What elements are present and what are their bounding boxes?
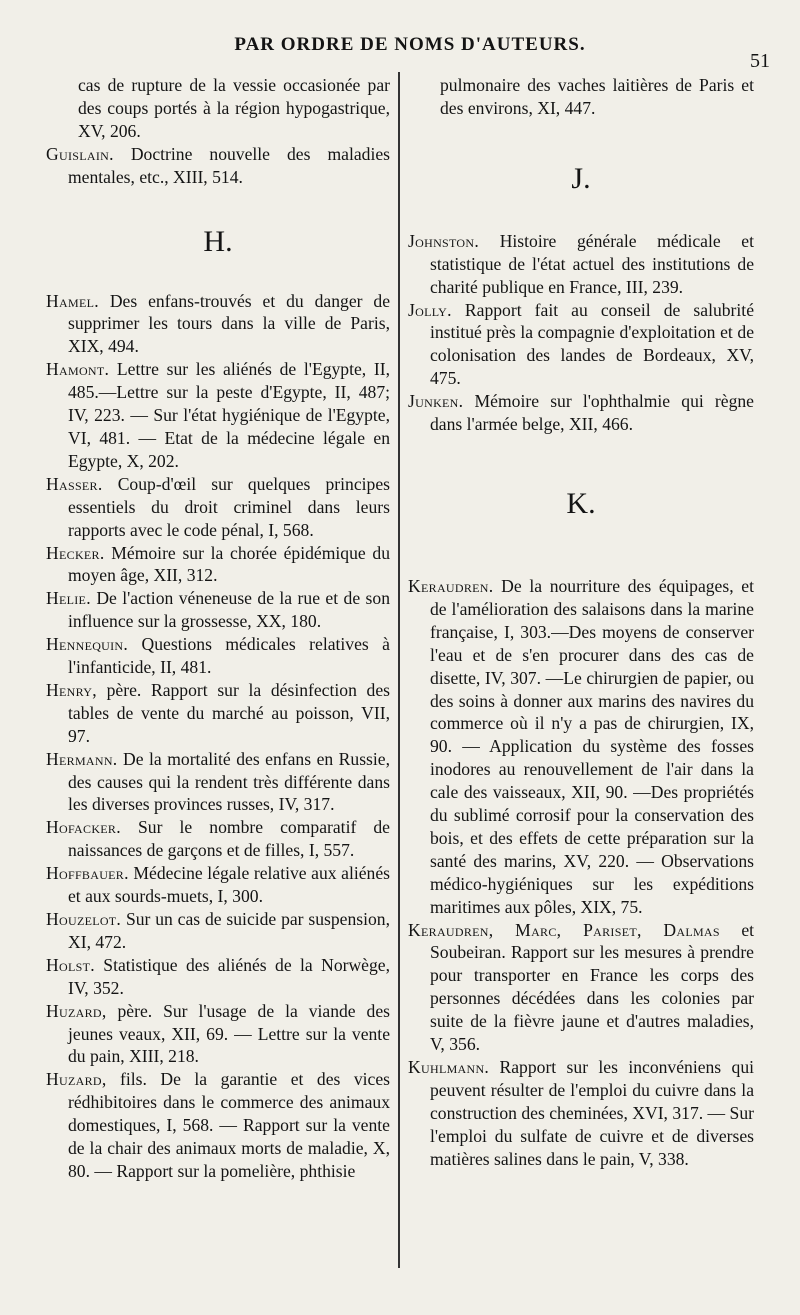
column-divider [398, 72, 400, 1268]
index-entry [46, 679, 390, 748]
entry-text: Doctrine nouvelle des maladies mentales, etc., XIII, 514. [68, 143, 390, 187]
left-column [46, 74, 390, 1183]
author-name: Henry, [46, 679, 97, 700]
author-name: Keraudren. [408, 575, 494, 596]
index-entry [408, 230, 754, 299]
section-letter-j: J. [571, 161, 591, 195]
index-entry [46, 143, 390, 189]
index-entry [46, 1068, 390, 1183]
entry-text: Médecine légale relative aux aliénés et aux sourds-muets, I, 300. [68, 863, 391, 907]
author-name: Hamont. [46, 359, 110, 380]
section-letter-h: H. [203, 224, 233, 258]
index-entry [46, 542, 390, 588]
author-name: Junken. [408, 391, 464, 412]
index-entry [46, 908, 390, 954]
entry-text: De la mortalité des enfans en Russie, des causes qui la rendent très différente dans les diverses provinces russes, IV, 317. [68, 748, 390, 815]
entry-text: Rapport fait au conseil de salubrité institué près la compagnie d'exploitation et de colonisation des landes de Bordeaux, XV, 475. [430, 299, 755, 389]
index-entry [46, 358, 390, 473]
entry-text: Sur un cas de suicide par suspension, XI, 472. [68, 909, 390, 952]
entry-text: Statistique des aliénés de la Norwège, IV, 352. [68, 954, 390, 998]
author-name: Huzard, [46, 1000, 107, 1021]
entry-text: Sur le nombre comparatif de naissances de garçons et de filles, I, 557. [68, 817, 390, 861]
entry-text: père. Sur l'usage de la viande des jeunes veaux, XII, 69. — Lettre sur la vente du pain, XIII, 218. [68, 1000, 390, 1067]
entry-text: Mémoire sur l'ophthalmie qui règne dans l'armée belge, XII, 466. [430, 391, 754, 435]
right-column [408, 74, 754, 1171]
author-name: Guislain. [46, 143, 114, 164]
author-name: Johnston. [408, 230, 480, 251]
author-name: Hecker. [46, 542, 105, 563]
running-title: PAR ORDRE DE NOMS D'AUTEURS. [234, 34, 586, 55]
entry-text: Histoire générale médicale et statistique de l'état actuel des institutions de charité publique en France, III, 239. [430, 230, 754, 297]
index-entry [408, 390, 754, 436]
index-entry [408, 919, 754, 1056]
index-entry [408, 575, 754, 919]
entry-text: Questions médicales relatives à l'infanticide, II, 481. [68, 634, 390, 678]
author-name: Hoffbauer. [46, 863, 129, 884]
entry-text: fils. De la garantie et des vices rédhibitoires dans le commerce des animaux domestiques, I, 568. — Rapport sur la vente de la chair des animaux morts de maladie, X, 80. — Rapport sur la pomelière, phthisie [68, 1069, 390, 1181]
index-entry [46, 290, 390, 359]
entry-text: Rapport sur les inconvéniens qui peuvent résulter de l'emploi du cuivre dans la construction des cheminées, XVI, 317. — Sur l'emploi du sulfate de cuivre et de diverses matières salines dans le pain, V, 338. [430, 1057, 755, 1169]
index-entry [46, 816, 390, 862]
entry-text: Coup-d'œil sur quelques principes essentiels du droit criminel dans leurs rapports avec le code pénal, I, 568. [68, 473, 390, 540]
author-name: Hennequin. [46, 634, 129, 655]
author-name: Hofacker. [46, 817, 121, 838]
author-name: Helie. [46, 588, 91, 609]
author-name: Hamel. [46, 290, 99, 311]
index-entry [46, 587, 390, 633]
author-name: Jolly. [408, 299, 452, 320]
entry-text: Mémoire sur la chorée épidémique du moyen âge, XII, 312. [68, 542, 390, 586]
index-entry [46, 473, 390, 542]
entry-text: Lettre sur les aliénés de l'Egypte, II, 485.—Lettre sur la peste d'Egypte, II, 487; IV, 223. — Sur l'état hygiénique de l'Egypte, VI, 481. — Etat de la médecine légale en Egypte, X, 202. [68, 359, 390, 471]
author-name: Houzelot. [46, 909, 122, 929]
entry-text: Des enfans-trouvés et du danger de supprimer les tours dans la ville de Paris, XIX, 494. [68, 290, 390, 357]
entry-text: et Soubeiran. Rapport sur les mesures à prendre pour transporter en France les corps des personnes décédées dans les colonies par suite de la fièvre jaune et d'autres maladies, V, 356. [430, 919, 755, 1055]
index-entry [408, 1056, 754, 1171]
index-entry [46, 1000, 390, 1069]
index-entry [46, 748, 390, 817]
entry-text: père. Rapport sur la désinfection des tables de vente du marché au poisson, VII, 97. [68, 679, 390, 746]
author-name: Hermann. [46, 748, 118, 769]
page-header [0, 30, 800, 72]
author-name: Holst. [46, 954, 95, 975]
entry-text: De la nourriture des équipages, et de l'amélioration des salaisons dans la marine française, I, 303.—Des moyens de conserver l'eau et de s'en procurer dans des cas de disette, IV, 307. —Le chirurgien de papier, ou des soins à donner aux marins des navires du commerce où il n'y a pas de chirurgien, IX, 90. — Application du système des fosses inodores au renouvellement de l'air dans la cale des vaisseaux, XII, 90. —Des propriétés du sublimé corrosif pour la conservation des bois, et des effets de cette préparation sur la santé des marins, XV, 220. — Observations médico-hygiéniques sur les expéditions maritimes aux pôles, XIX, 75. [430, 575, 754, 917]
author-name: Kuhlmann. [408, 1057, 490, 1077]
continued-entry-text: cas de rupture de la vessie occasionée par des coups portés à la région hypogastrique, XV, 206. [78, 75, 390, 141]
index-entry [46, 954, 390, 1000]
continued-entry-text: pulmonaire des vaches laitières de Paris et des environs, XI, 447. [440, 75, 754, 118]
page-number: 51 [750, 50, 770, 72]
section-letter-k: K. [566, 486, 596, 520]
index-entry [46, 862, 390, 908]
author-name: Hasser. [46, 473, 103, 494]
index-entry [46, 633, 390, 679]
entry-text: De l'action véneneuse de la rue et de son influence sur la grossesse, XX, 180. [68, 588, 390, 632]
author-name: Huzard, [46, 1069, 107, 1090]
author-name: Keraudren, Marc, Pariset, Dalmas [408, 919, 720, 940]
index-entry [408, 299, 754, 391]
